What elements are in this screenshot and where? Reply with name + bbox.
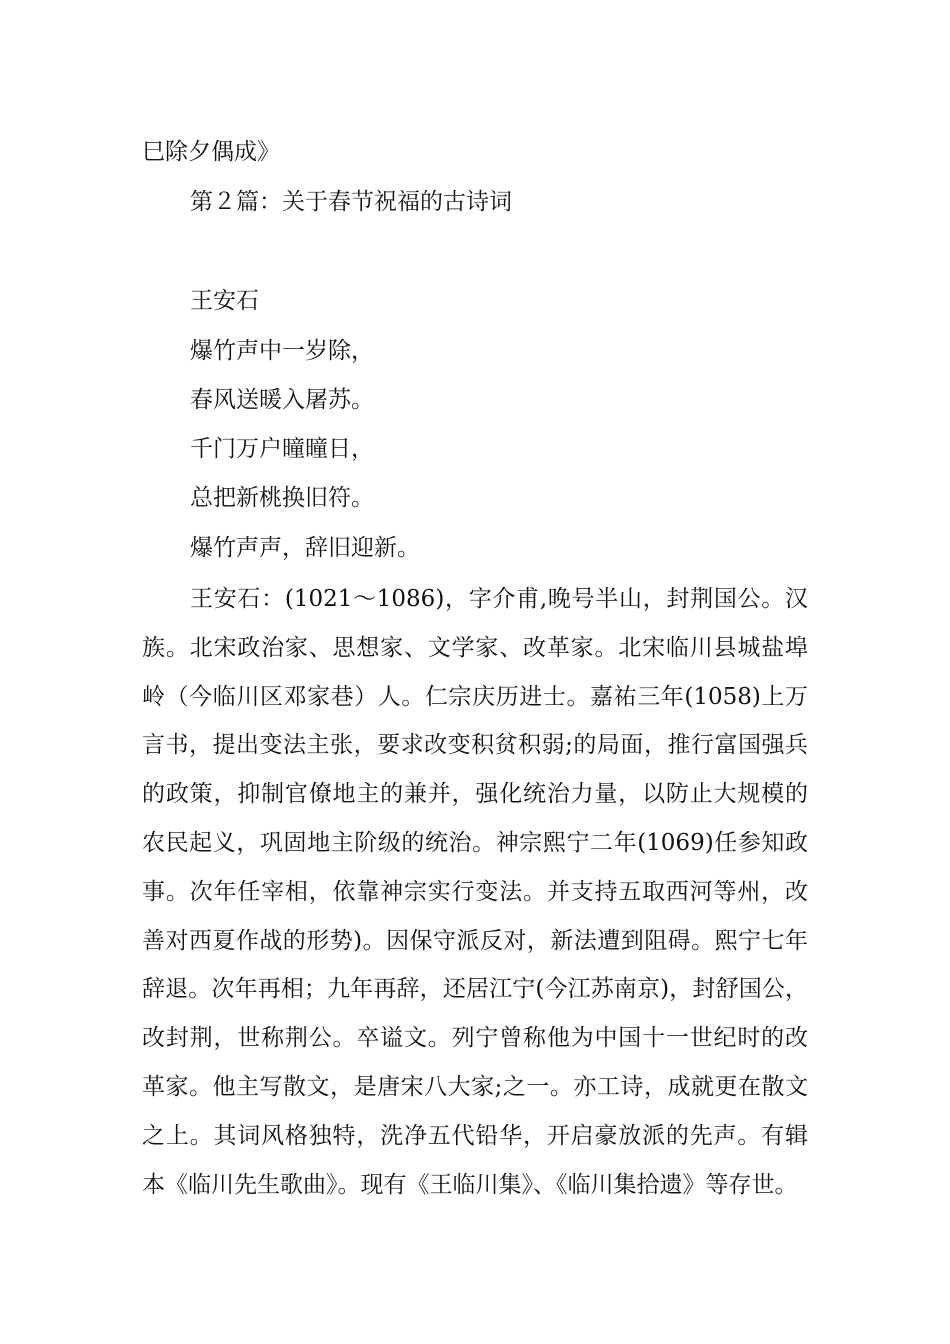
poem-line: 千门万户曈曈日， — [190, 436, 374, 462]
continuation-line: 巳除夕偶成》 — [142, 139, 280, 165]
section-heading: 第２篇：关于春节祝福的古诗词 — [190, 189, 512, 215]
poem-line: 爆竹声中一岁除， — [190, 338, 374, 364]
author-biography: 王安石：(1021～1086)，字介甫,晚号半山，封荆国公。汉族。北宋政治家、思想家、文学家、改革家。北宋临川县城盐埠岭（今临川区邓家巷）人。仁宗庆历进士。嘉祐三年(1058)上万言书，提出变法主张，要求改变积贫积弱;的局面，推行富国强兵的政策，抑制官僚地主的兼并，强化统治力量，以防止大规模的农民起义，巩固地主阶级的统治。神宗熙宁二年(1069)任参知政事。次年任宰相，依靠神宗实行变法。并支持五取西河等州，改善对西夏作战的形势)。因保守派反对，新法遭到阻碍。熙宁七年辞退。次年再相；九年再辞，还居江宁(今江苏南京)，封舒国公，改封荆，世称荆公。卒谥文。列宁曾称他为中国十一世纪时的改革家。他主写散文，是唐宋八大家;之一。亦工诗，成就更在散文之上。其词风格独特，洗净五代铅华，开启豪放派的先声。有辑本《临川先生歌曲》。现有《王临川集》、《临川集拾遗》等存世。 — [142, 586, 808, 1198]
poem-line: 春风送暖入屠苏。 — [190, 387, 374, 413]
poem-line: 爆竹声声，辞旧迎新。 — [190, 535, 420, 561]
poem-author: 王安石 — [190, 288, 259, 314]
poem-line: 总把新桃换旧符。 — [190, 485, 374, 511]
